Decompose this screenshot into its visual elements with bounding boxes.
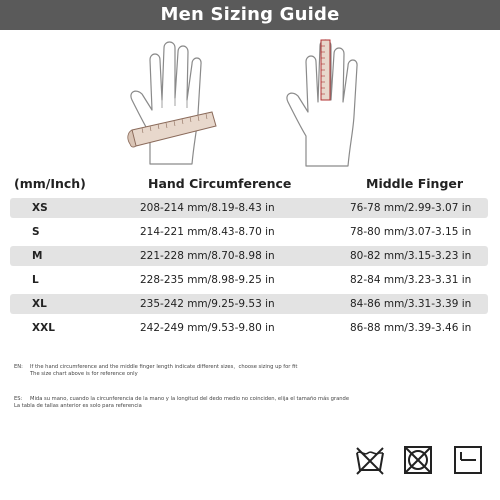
note-es-line2: La tabla de tallas anterior es solo para referencia [14, 403, 142, 409]
finger-value: 82-84 mm/3.23-3.31 in [350, 274, 472, 286]
size-label: XL [32, 298, 47, 310]
hand-value: 208-214 mm/8.19-8.43 in [140, 202, 275, 214]
hand-value: 221-228 mm/8.70-8.98 in [140, 250, 275, 262]
hand-value: 235-242 mm/9.25-9.53 in [140, 298, 275, 310]
table-row [10, 270, 488, 290]
header-unit: (mm/Inch) [14, 176, 86, 191]
table-row [10, 222, 488, 242]
size-label: XS [32, 202, 48, 214]
no-dry-clean-icon [452, 444, 484, 476]
hand-value: 214-221 mm/8.43-8.70 in [140, 226, 275, 238]
finger-value: 78-80 mm/3.07-3.15 in [350, 226, 472, 238]
note-en-line1: If the hand circumference and the middle finger length indicate different sizes，choose sizing up for fit [30, 364, 298, 370]
table-row [10, 246, 488, 266]
note-es-tag: ES: [14, 396, 23, 402]
page-title: Men Sizing Guide [0, 0, 500, 30]
table-row [10, 318, 488, 338]
size-label: M [32, 250, 43, 262]
no-wash-icon [354, 444, 386, 476]
hand-value: 242-249 mm/9.53-9.80 in [140, 322, 275, 334]
no-tumble-dry-icon [402, 444, 434, 476]
finger-value: 80-82 mm/3.15-3.23 in [350, 250, 472, 262]
finger-value: 76-78 mm/2.99-3.07 in [350, 202, 472, 214]
size-label: S [32, 226, 40, 238]
table-row [10, 294, 488, 314]
header-middle-finger: Middle Finger [366, 176, 464, 191]
finger-value: 84-86 mm/3.31-3.39 in [350, 298, 472, 310]
note-en [14, 364, 297, 378]
note-en-line2: The size chart above is for reference only [30, 371, 138, 377]
size-label: XXL [32, 322, 55, 334]
finger-value: 86-88 mm/3.39-3.46 in [350, 322, 472, 334]
size-label: L [32, 274, 39, 286]
hand-value: 228-235 mm/8.98-9.25 in [140, 274, 275, 286]
hand-circumference-illustration [120, 34, 230, 174]
note-es-line1: Mida su mano, cuando la circunferencia de la mano y la longitud del dedo medio no coinciden, elija el tamaño más grande [30, 396, 350, 402]
header-hand-circumference: Hand Circumference [148, 176, 292, 191]
note-es [14, 396, 349, 410]
table-row [10, 198, 488, 218]
note-en-tag: EN: [14, 364, 23, 370]
middle-finger-illustration [276, 34, 386, 174]
